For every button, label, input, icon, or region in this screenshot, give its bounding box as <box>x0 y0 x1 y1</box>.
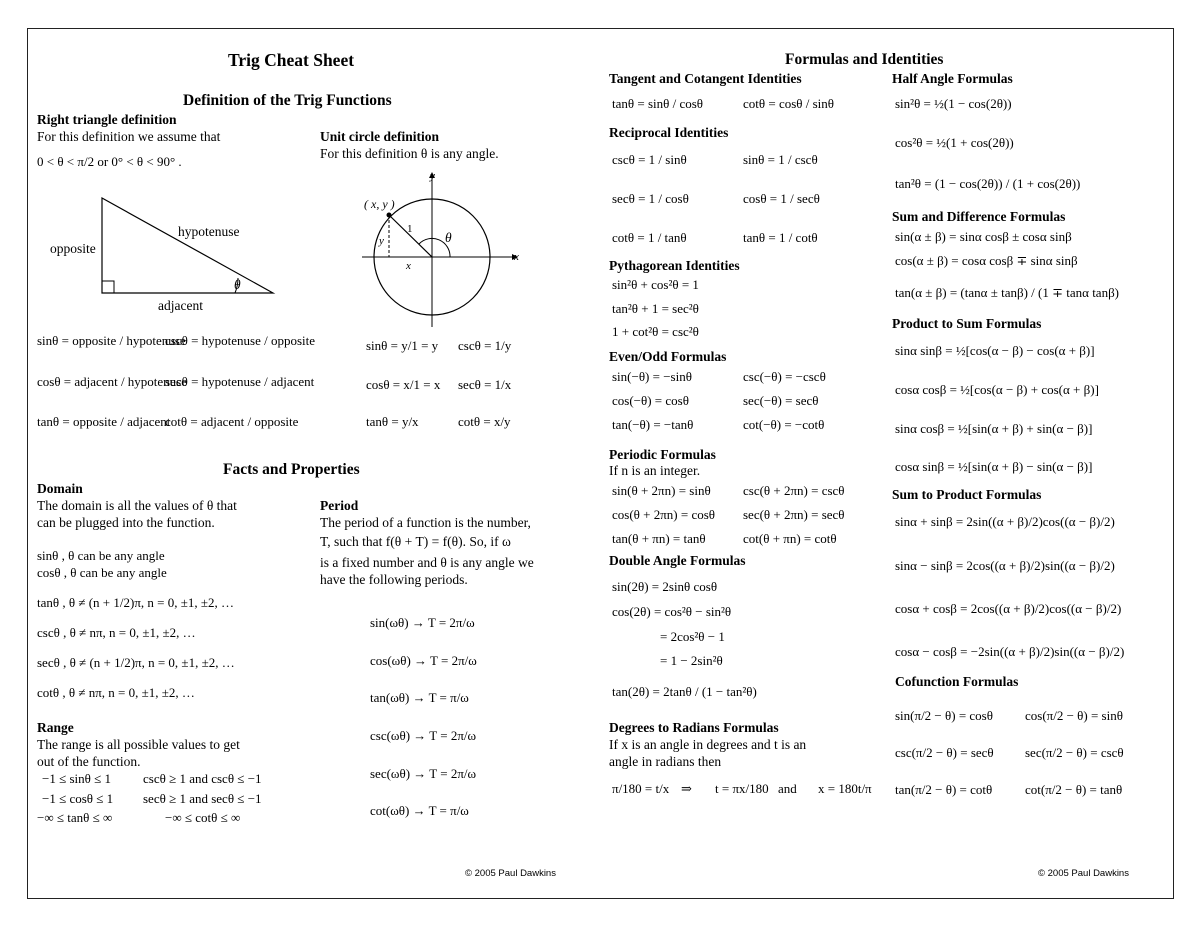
evenodd-row: cot(−θ) = −cotθ <box>743 417 825 432</box>
facts-heading: Facts and Properties <box>223 461 360 478</box>
reciprocal-row: cscθ = 1 / sinθ <box>612 152 687 167</box>
y-axis-label: y <box>430 170 435 182</box>
range-row: −1 ≤ sinθ ≤ 1 <box>42 771 111 786</box>
period-heading: Period <box>320 498 359 513</box>
periodic-intro: If n is an integer. <box>609 463 701 478</box>
x-leg-label: x <box>406 260 411 272</box>
formula-tan-unit: tanθ = y/x <box>366 414 419 429</box>
period-row: csc(ωθ) → T = 2π/ω <box>370 728 477 743</box>
formula-sec-unit: secθ = 1/x <box>458 377 512 392</box>
domain-row: secθ , θ ≠ (n + 1/2)π, n = 0, ±1, ±2, … <box>37 655 235 670</box>
double-angle-heading: Double Angle Formulas <box>609 553 746 568</box>
period-row: cot(ωθ) → T = π/ω <box>370 803 469 818</box>
formula-cot-def: cotθ = adjacent / opposite <box>165 414 299 429</box>
sum-product-row: sinα + sinβ = 2sin((α + β)/2)cos((α − β)/2) <box>895 514 1115 529</box>
theta-label: θ <box>234 277 241 292</box>
formula-cos-def: cosθ = adjacent / hypotenuse <box>37 374 188 389</box>
formula-csc-unit: cscθ = 1/y <box>458 338 512 353</box>
product-sum-row: cosα sinβ = ½[sin(α + β) − sin(α − β)] <box>895 459 1093 474</box>
range-text-2: out of the function. <box>37 754 141 769</box>
domain-heading: Domain <box>37 481 83 496</box>
domain-text-1: The domain is all the values of θ that <box>37 498 237 513</box>
sum-product-heading: Sum to Product Formulas <box>892 487 1042 502</box>
right-triangle-intro: For this definition we assume that <box>37 129 221 144</box>
reciprocal-row: cotθ = 1 / tanθ <box>612 230 687 245</box>
product-sum-row: sinα cosβ = ½[sin(α + β) + sin(α − β)] <box>895 421 1093 436</box>
period-row: sec(ωθ) → T = 2π/ω <box>370 766 477 781</box>
formula-sin-def: sinθ = opposite / hypotenuse <box>37 333 186 348</box>
degrees-text-2: angle in radians then <box>609 754 722 769</box>
domain-text-2: can be plugged into the function. <box>37 515 215 530</box>
sum-product-row: cosα − cosβ = −2sin((α + β)/2)sin((α − β)/2) <box>895 644 1125 659</box>
range-heading: Range <box>37 720 74 735</box>
half-angle-row: tan²θ = (1 − cos(2θ)) / (1 + cos(2θ)) <box>895 176 1081 191</box>
page-title: Trig Cheat Sheet <box>228 50 355 70</box>
cofunction-row: cos(π/2 − θ) = sinθ <box>1025 708 1123 723</box>
half-angle-row: sin²θ = ½(1 − cos(2θ)) <box>895 96 1012 111</box>
formula-cot-unit: cotθ = x/y <box>458 414 511 429</box>
formula-tan-def: tanθ = opposite / adjacent <box>37 414 171 429</box>
range-row: secθ ≥ 1 and secθ ≤ −1 <box>143 791 262 806</box>
adjacent-label: adjacent <box>158 298 203 313</box>
cofunction-row: tan(π/2 − θ) = cotθ <box>895 782 993 797</box>
tangent-heading: Tangent and Cotangent Identities <box>609 71 802 86</box>
evenodd-row: sin(−θ) = −sinθ <box>612 369 692 384</box>
product-sum-row: cosα cosβ = ½[cos(α − β) + cos(α + β)] <box>895 382 1099 397</box>
evenodd-heading: Even/Odd Formulas <box>609 349 727 364</box>
double-angle-row: cos(2θ) = cos²θ − sin²θ <box>612 604 732 619</box>
periodic-row: cot(θ + πn) = cotθ <box>743 531 837 546</box>
degrees-and: and <box>778 781 797 796</box>
degrees-formula-3: x = 180t/π <box>818 781 872 796</box>
degrees-formula-1: π/180 = t/x <box>612 781 670 796</box>
product-sum-heading: Product to Sum Formulas <box>892 316 1042 331</box>
period-row: cos(ωθ) → T = 2π/ω <box>370 653 477 668</box>
reciprocal-row: sinθ = 1 / cscθ <box>743 152 818 167</box>
right-triangle-heading: Right triangle definition <box>37 112 177 127</box>
evenodd-row: sec(−θ) = secθ <box>743 393 819 408</box>
periodic-row: csc(θ + 2πn) = cscθ <box>743 483 845 498</box>
double-angle-row: sin(2θ) = 2sinθ cosθ <box>612 579 718 594</box>
cofunction-row: sin(π/2 − θ) = cosθ <box>895 708 993 723</box>
formula-sec-def: secθ = hypotenuse / adjacent <box>165 374 315 389</box>
period-text-1: The period of a function is the number, <box>320 515 531 530</box>
period-text-3: is a fixed number and θ is any angle we <box>320 555 534 570</box>
period-text-4: have the following periods. <box>320 572 468 587</box>
radius-label: 1 <box>407 223 413 235</box>
periodic-row: sec(θ + 2πn) = secθ <box>743 507 845 522</box>
unit-circle-heading: Unit circle definition <box>320 129 439 144</box>
opposite-label: opposite <box>50 241 96 256</box>
x-axis-label: x <box>514 251 519 263</box>
evenodd-row: tan(−θ) = −tanθ <box>612 417 694 432</box>
pythagorean-row: tan²θ + 1 = sec²θ <box>612 301 699 316</box>
evenodd-row: cos(−θ) = cosθ <box>612 393 689 408</box>
range-row: −1 ≤ cosθ ≤ 1 <box>42 791 114 806</box>
cofunction-row: cot(π/2 − θ) = tanθ <box>1025 782 1123 797</box>
double-angle-row: = 1 − 2sin²θ <box>660 653 723 668</box>
domain-row: sinθ , θ can be any angle <box>37 548 165 563</box>
copyright-left: © 2005 Paul Dawkins <box>465 868 556 879</box>
half-angle-heading: Half Angle Formulas <box>892 71 1013 86</box>
sum-difference-heading: Sum and Difference Formulas <box>892 209 1066 224</box>
pythagorean-row: sin²θ + cos²θ = 1 <box>612 277 699 292</box>
periodic-heading: Periodic Formulas <box>609 447 716 462</box>
period-text-2: T, such that f(θ + T) = f(θ). So, if ω <box>320 534 511 549</box>
sum-difference-row: sin(α ± β) = sinα cosβ ± cosα sinβ <box>895 229 1072 244</box>
double-angle-row: = 2cos²θ − 1 <box>660 629 725 644</box>
cofunction-heading: Cofunction Formulas <box>895 674 1019 689</box>
formula-sin-unit: sinθ = y/1 = y <box>366 338 439 353</box>
degrees-formula-2: t = πx/180 <box>715 781 769 796</box>
evenodd-row: csc(−θ) = −cscθ <box>743 369 826 384</box>
range-text-1: The range is all possible values to get <box>37 737 240 752</box>
sum-product-row: cosα + cosβ = 2cos((α + β)/2)cos((α − β)/2) <box>895 601 1122 616</box>
product-sum-row: sinα sinβ = ½[cos(α − β) − cos(α + β)] <box>895 343 1095 358</box>
hypotenuse-label: hypotenuse <box>178 224 240 239</box>
reciprocal-row: cosθ = 1 / secθ <box>743 191 820 206</box>
domain-row: tanθ , θ ≠ (n + 1/2)π, n = 0, ±1, ±2, … <box>37 595 234 610</box>
formula-cos-unit: cosθ = x/1 = x <box>366 377 441 392</box>
sum-product-row: sinα − sinβ = 2cos((α + β)/2)sin((α − β)/2) <box>895 558 1115 573</box>
formula-csc-def: cscθ = hypotenuse / opposite <box>165 333 316 348</box>
degrees-text-1: If x is an angle in degrees and t is an <box>609 737 807 752</box>
period-row: sin(ωθ) → T = 2π/ω <box>370 615 475 630</box>
range-row: −∞ ≤ cotθ ≤ ∞ <box>165 810 241 825</box>
period-row: tan(ωθ) → T = π/ω <box>370 690 469 705</box>
implies-arrow: ⇒ <box>681 781 692 796</box>
cofunction-row: csc(π/2 − θ) = secθ <box>895 745 994 760</box>
unit-circle-diagram <box>360 168 520 328</box>
domain-row: cscθ , θ ≠ nπ, n = 0, ±1, ±2, … <box>37 625 196 640</box>
right-triangle-condition: 0 < θ < π/2 or 0° < θ < 90° . <box>37 154 182 169</box>
tangent-row: tanθ = sinθ / cosθ <box>612 96 704 111</box>
reciprocal-heading: Reciprocal Identities <box>609 125 729 140</box>
angle-theta-label: θ <box>445 230 452 245</box>
pythagorean-row: 1 + cot²θ = csc²θ <box>612 324 699 339</box>
pythagorean-heading: Pythagorean Identities <box>609 258 740 273</box>
domain-row: cosθ , θ can be any angle <box>37 565 167 580</box>
double-angle-row: tan(2θ) = 2tanθ / (1 − tan²θ) <box>612 684 757 699</box>
copyright-right: © 2005 Paul Dawkins <box>1038 868 1129 879</box>
range-row: cscθ ≥ 1 and cscθ ≤ −1 <box>143 771 262 786</box>
degrees-heading: Degrees to Radians Formulas <box>609 720 779 735</box>
sum-difference-row: tan(α ± β) = (tanα ± tanβ) / (1 ∓ tanα tanβ) <box>895 285 1120 300</box>
unit-circle-intro: For this definition θ is any angle. <box>320 146 499 161</box>
y-leg-label: y <box>379 235 384 247</box>
formulas-title: Formulas and Identities <box>785 51 944 68</box>
reciprocal-row: tanθ = 1 / cotθ <box>743 230 818 245</box>
right-triangle-diagram <box>95 195 280 295</box>
domain-row: cotθ , θ ≠ nπ, n = 0, ±1, ±2, … <box>37 685 195 700</box>
cofunction-row: sec(π/2 − θ) = cscθ <box>1025 745 1124 760</box>
definition-heading: Definition of the Trig Functions <box>183 92 392 109</box>
half-angle-row: cos²θ = ½(1 + cos(2θ)) <box>895 135 1014 150</box>
periodic-row: sin(θ + 2πn) = sinθ <box>612 483 711 498</box>
tangent-row: cotθ = cosθ / sinθ <box>743 96 835 111</box>
reciprocal-row: secθ = 1 / cosθ <box>612 191 689 206</box>
point-label: ( x, y ) <box>364 197 395 211</box>
periodic-row: tan(θ + πn) = tanθ <box>612 531 706 546</box>
range-row: −∞ ≤ tanθ ≤ ∞ <box>37 810 113 825</box>
periodic-row: cos(θ + 2πn) = cosθ <box>612 507 715 522</box>
sum-difference-row: cos(α ± β) = cosα cosβ ∓ sinα sinβ <box>895 253 1078 268</box>
